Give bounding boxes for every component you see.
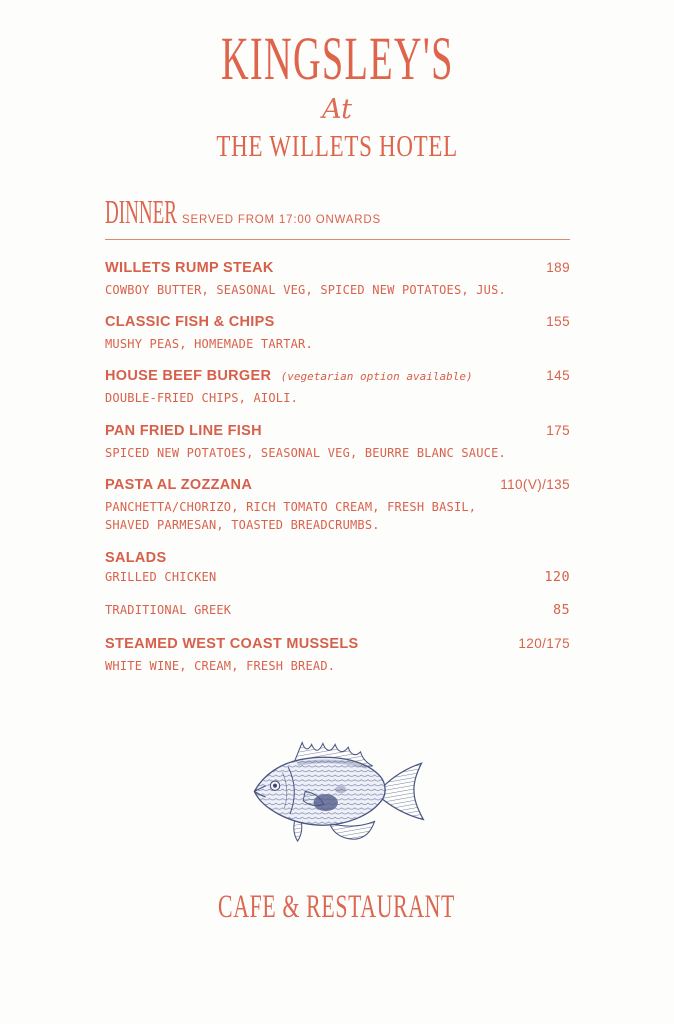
connector-word: At bbox=[322, 94, 352, 125]
item-description-line: SHAVED PARMESAN, TOASTED BREADCRUMBS. bbox=[105, 517, 380, 532]
salad-price: 85 bbox=[552, 601, 570, 618]
item-name: CLASSIC FISH & CHIPS bbox=[105, 314, 275, 331]
fish-icon bbox=[243, 735, 431, 843]
item-description: MUSHY PEAS, HOMEMADE TARTAR. bbox=[105, 337, 313, 352]
hotel-name: THE WILLETS HOTEL bbox=[216, 127, 458, 163]
salads-heading: SALADS bbox=[105, 549, 167, 566]
fish-engraving-illustration bbox=[0, 735, 674, 848]
item-name: STEAMED WEST COAST MUSSELS bbox=[105, 635, 359, 652]
item-name: WILLETS RUMP STEAK bbox=[105, 259, 274, 276]
item-description: WHITE WINE, CREAM, FRESH BREAD. bbox=[105, 658, 336, 673]
item-name: PAN FRIED LINE FISH bbox=[105, 422, 262, 439]
salad-name: TRADITIONAL GREEK bbox=[105, 602, 232, 617]
item-description bbox=[105, 499, 570, 534]
section-heading-row bbox=[105, 194, 570, 231]
menu-item bbox=[105, 477, 570, 534]
menu-item bbox=[105, 314, 570, 353]
salad-entry bbox=[105, 602, 570, 618]
footer-tagline: CAFE & RESTAURANT bbox=[218, 889, 456, 926]
menu-item bbox=[105, 423, 570, 462]
restaurant-name: KINGSLEY'S bbox=[220, 24, 454, 93]
salad-name: GRILLED CHICKEN bbox=[105, 569, 217, 584]
item-name: HOUSE BEEF BURGER bbox=[105, 368, 272, 385]
item-price: 155 bbox=[546, 314, 570, 330]
item-price: 175 bbox=[546, 422, 570, 438]
section-subtitle: SERVED FROM 17:00 ONWARDS bbox=[182, 214, 381, 227]
item-price: 145 bbox=[546, 368, 570, 384]
menu-item bbox=[105, 636, 570, 675]
item-description: COWBOY BUTTER, SEASONAL VEG, SPICED NEW POTATOES, JUS. bbox=[105, 282, 506, 297]
item-description: DOUBLE-FRIED CHIPS, AIOLI. bbox=[105, 391, 299, 406]
section-divider bbox=[105, 239, 570, 240]
item-price: 110(V)/135 bbox=[500, 477, 570, 493]
salad-entry bbox=[105, 569, 570, 585]
salad-price: 120 bbox=[544, 568, 570, 585]
menu-header bbox=[0, 0, 674, 162]
item-price: 120/175 bbox=[518, 635, 570, 651]
menu-item bbox=[105, 260, 570, 299]
section-title: DINNER bbox=[105, 194, 177, 232]
item-description: SPICED NEW POTATOES, SEASONAL VEG, BEURRE BLANC SAUCE. bbox=[105, 445, 506, 460]
item-price: 189 bbox=[546, 259, 570, 275]
item-name: PASTA AL ZOZZANA bbox=[105, 477, 253, 494]
salads-group bbox=[105, 550, 570, 618]
item-description-line: PANCHETTA/CHORIZO, RICH TOMATO CREAM, FRESH BASIL, bbox=[105, 500, 477, 515]
menu-footer bbox=[0, 890, 674, 925]
menu-item bbox=[105, 368, 570, 407]
dinner-menu-section bbox=[0, 194, 674, 675]
item-note: (vegetarian option available) bbox=[280, 370, 473, 384]
